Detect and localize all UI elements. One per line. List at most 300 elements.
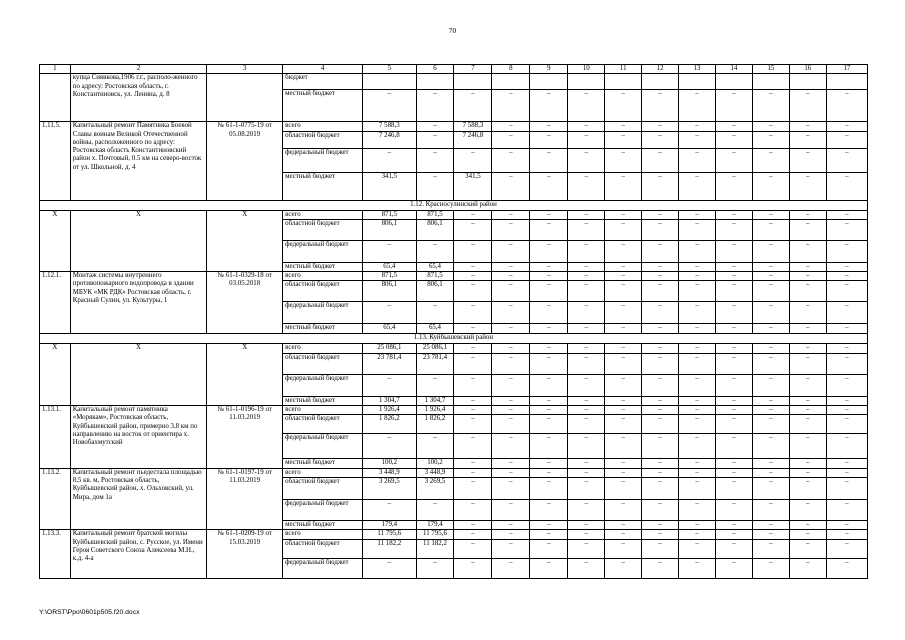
value-cell: – xyxy=(716,324,753,334)
value-cell: – xyxy=(642,353,679,374)
value-cell: 7 588,3 xyxy=(454,122,492,131)
value-cell: – xyxy=(716,344,753,353)
item-registration: № 61-1-0196-19 от 11.03.2019 xyxy=(207,406,283,469)
value-cell: – xyxy=(752,90,789,122)
value-cell: – xyxy=(454,281,492,302)
value-cell: – xyxy=(789,558,826,578)
value-cell: – xyxy=(363,434,416,459)
value-cell: – xyxy=(416,148,454,172)
value-cell: – xyxy=(789,90,826,122)
value-cell: – xyxy=(492,520,530,529)
x-mark: Х xyxy=(40,344,71,406)
value-cell: – xyxy=(363,240,416,262)
value-cell: – xyxy=(752,539,789,558)
table-row xyxy=(40,200,868,210)
value-cell: – xyxy=(530,302,568,324)
value-cell: – xyxy=(492,131,530,148)
value-cell: – xyxy=(789,210,826,219)
value-cell: – xyxy=(826,219,867,240)
value-cell: – xyxy=(492,558,530,578)
value-cell: – xyxy=(679,324,716,334)
value-cell: 7 588,3 xyxy=(363,122,416,131)
value-cell: – xyxy=(568,262,605,271)
value-cell: – xyxy=(363,558,416,578)
value-cell: – xyxy=(605,324,642,334)
value-cell: – xyxy=(530,434,568,459)
value-cell: – xyxy=(642,219,679,240)
value-cell: 1 304,7 xyxy=(363,396,416,405)
value-cell: – xyxy=(826,272,867,281)
value-cell: 7 246,8 xyxy=(454,131,492,148)
value-cell: – xyxy=(492,468,530,477)
value-cell: – xyxy=(454,530,492,539)
value-cell: – xyxy=(568,324,605,334)
value-cell: 23 781,4 xyxy=(363,353,416,374)
value-cell: – xyxy=(679,468,716,477)
budget-type-label: областной бюджет xyxy=(283,281,363,302)
budget-type-label: всего xyxy=(283,272,363,281)
value-cell: – xyxy=(826,90,867,122)
value-cell: – xyxy=(642,262,679,271)
value-cell: – xyxy=(530,131,568,148)
value-cell: 65,4 xyxy=(363,324,416,334)
column-header: 8 xyxy=(492,65,530,74)
value-cell: – xyxy=(716,210,753,219)
value-cell: 806,1 xyxy=(416,219,454,240)
value-cell: – xyxy=(752,468,789,477)
budget-type-label: федеральный бюджет xyxy=(283,302,363,324)
value-cell: – xyxy=(530,406,568,415)
value-cell: – xyxy=(789,344,826,353)
table-row xyxy=(40,122,868,131)
value-cell: – xyxy=(642,240,679,262)
value-cell: – xyxy=(826,281,867,302)
item-number: 1.13.1. xyxy=(40,406,71,469)
budget-type-label: всего xyxy=(283,468,363,477)
budget-type-label: местный бюджет xyxy=(283,324,363,334)
value-cell: – xyxy=(416,90,454,122)
column-header: 17 xyxy=(826,65,867,74)
value-cell: – xyxy=(568,558,605,578)
value-cell: – xyxy=(789,262,826,271)
x-mark: Х xyxy=(207,210,283,272)
value-cell: – xyxy=(789,520,826,529)
value-cell: – xyxy=(826,210,867,219)
value-cell: – xyxy=(568,148,605,172)
value-cell xyxy=(716,74,753,90)
value-cell xyxy=(568,74,605,90)
value-cell: – xyxy=(492,122,530,131)
value-cell: – xyxy=(752,281,789,302)
value-cell: – xyxy=(530,415,568,434)
value-cell: 11 182,2 xyxy=(416,539,454,558)
section-title: 1.12. Красносулинский район xyxy=(40,200,868,210)
value-cell xyxy=(679,74,716,90)
value-cell: – xyxy=(789,499,826,520)
value-cell: – xyxy=(826,520,867,529)
value-cell: – xyxy=(679,434,716,459)
value-cell: – xyxy=(716,558,753,578)
value-cell: – xyxy=(530,210,568,219)
value-cell: – xyxy=(530,148,568,172)
budget-type-label: местный бюджет xyxy=(283,262,363,271)
value-cell: – xyxy=(568,219,605,240)
value-cell: – xyxy=(454,396,492,405)
value-cell: – xyxy=(605,459,642,468)
value-cell: – xyxy=(642,210,679,219)
value-cell: – xyxy=(530,122,568,131)
value-cell: – xyxy=(752,240,789,262)
value-cell: – xyxy=(716,477,753,499)
value-cell: – xyxy=(716,499,753,520)
value-cell: – xyxy=(454,477,492,499)
column-header: 7 xyxy=(454,65,492,74)
value-cell: – xyxy=(642,131,679,148)
value-cell: – xyxy=(716,434,753,459)
value-cell: – xyxy=(492,281,530,302)
value-cell: – xyxy=(789,530,826,539)
value-cell: – xyxy=(530,520,568,529)
budget-type-label: всего xyxy=(283,530,363,539)
value-cell: 871,5 xyxy=(416,210,454,219)
value-cell: – xyxy=(454,468,492,477)
value-cell: – xyxy=(826,148,867,172)
value-cell: – xyxy=(492,530,530,539)
value-cell: – xyxy=(605,558,642,578)
value-cell: – xyxy=(789,302,826,324)
value-cell: – xyxy=(679,210,716,219)
value-cell: – xyxy=(789,240,826,262)
value-cell: – xyxy=(826,302,867,324)
value-cell: 3 448,9 xyxy=(416,468,454,477)
value-cell: – xyxy=(530,477,568,499)
value-cell: – xyxy=(716,148,753,172)
value-cell xyxy=(363,74,416,90)
value-cell: – xyxy=(679,262,716,271)
value-cell: – xyxy=(605,302,642,324)
item-name: Монтаж системы внутреннего противопожарного водопровода в здании МБУК «МК РДК» Ростовская область, г. Красный Сулин, ул. Культуры, 1 xyxy=(70,272,206,334)
value-cell: – xyxy=(752,406,789,415)
value-cell: – xyxy=(679,240,716,262)
value-cell: – xyxy=(454,558,492,578)
budget-type-label: местный бюджет xyxy=(283,396,363,405)
value-cell: – xyxy=(605,272,642,281)
value-cell xyxy=(492,74,530,90)
value-cell: – xyxy=(492,344,530,353)
value-cell: – xyxy=(679,539,716,558)
value-cell: – xyxy=(492,148,530,172)
value-cell: – xyxy=(605,520,642,529)
column-header: 11 xyxy=(605,65,642,74)
value-cell: – xyxy=(492,396,530,405)
value-cell: – xyxy=(492,172,530,200)
value-cell: 65,4 xyxy=(363,262,416,271)
value-cell: – xyxy=(752,172,789,200)
value-cell: – xyxy=(789,374,826,396)
value-cell: – xyxy=(492,374,530,396)
value-cell: 25 086,1 xyxy=(363,344,416,353)
value-cell: – xyxy=(530,344,568,353)
value-cell: – xyxy=(679,406,716,415)
value-cell: – xyxy=(826,131,867,148)
value-cell: – xyxy=(716,374,753,396)
value-cell: – xyxy=(492,477,530,499)
value-cell: – xyxy=(492,406,530,415)
item-registration: № 61-1-0775-19 от 05.08.2019 xyxy=(207,122,283,200)
value-cell: – xyxy=(716,272,753,281)
value-cell: – xyxy=(605,468,642,477)
value-cell: – xyxy=(679,219,716,240)
value-cell: 806,1 xyxy=(416,281,454,302)
value-cell: 11 795,6 xyxy=(363,530,416,539)
value-cell: – xyxy=(454,459,492,468)
value-cell: – xyxy=(642,302,679,324)
value-cell: – xyxy=(454,415,492,434)
value-cell: – xyxy=(716,281,753,302)
table-row xyxy=(40,468,868,477)
value-cell: – xyxy=(568,434,605,459)
value-cell: – xyxy=(789,353,826,374)
value-cell: – xyxy=(752,122,789,131)
column-header: 2 xyxy=(70,65,206,74)
value-cell: – xyxy=(605,344,642,353)
value-cell: – xyxy=(679,281,716,302)
budget-type-label: федеральный бюджет xyxy=(283,240,363,262)
value-cell: – xyxy=(752,459,789,468)
column-header: 1 xyxy=(40,65,71,74)
value-cell: – xyxy=(716,539,753,558)
value-cell: – xyxy=(679,477,716,499)
value-cell: – xyxy=(454,353,492,374)
value-cell: – xyxy=(716,131,753,148)
value-cell: – xyxy=(568,459,605,468)
value-cell: – xyxy=(568,240,605,262)
value-cell: – xyxy=(642,530,679,539)
item-number: 1.13.3. xyxy=(40,530,71,578)
value-cell: – xyxy=(605,396,642,405)
value-cell: – xyxy=(530,90,568,122)
value-cell: – xyxy=(492,90,530,122)
value-cell: – xyxy=(752,558,789,578)
table-row xyxy=(40,334,868,344)
value-cell: – xyxy=(642,122,679,131)
value-cell: – xyxy=(605,477,642,499)
value-cell: – xyxy=(605,131,642,148)
x-mark: Х xyxy=(70,344,206,406)
value-cell: – xyxy=(789,122,826,131)
value-cell xyxy=(605,74,642,90)
value-cell: – xyxy=(416,122,454,131)
table-row xyxy=(40,272,868,281)
value-cell: – xyxy=(568,272,605,281)
value-cell: – xyxy=(363,302,416,324)
value-cell: 25 086,1 xyxy=(416,344,454,353)
value-cell xyxy=(752,74,789,90)
value-cell: – xyxy=(826,122,867,131)
value-cell: – xyxy=(454,210,492,219)
value-cell: – xyxy=(789,281,826,302)
value-cell: – xyxy=(826,396,867,405)
value-cell: – xyxy=(530,530,568,539)
budget-type-label: областной бюджет xyxy=(283,131,363,148)
value-cell: – xyxy=(679,530,716,539)
value-cell: – xyxy=(642,344,679,353)
value-cell: 1 826,2 xyxy=(363,415,416,434)
budget-table xyxy=(39,64,868,579)
value-cell: – xyxy=(826,406,867,415)
value-cell: – xyxy=(454,520,492,529)
value-cell: – xyxy=(826,477,867,499)
value-cell: – xyxy=(642,172,679,200)
x-mark: Х xyxy=(207,344,283,406)
value-cell: – xyxy=(605,172,642,200)
value-cell: – xyxy=(642,520,679,529)
value-cell: – xyxy=(568,530,605,539)
value-cell: – xyxy=(605,262,642,271)
value-cell: – xyxy=(530,558,568,578)
value-cell: – xyxy=(642,415,679,434)
value-cell: – xyxy=(568,396,605,405)
value-cell: – xyxy=(716,415,753,434)
value-cell: – xyxy=(642,281,679,302)
table-body xyxy=(40,65,868,579)
value-cell: – xyxy=(642,324,679,334)
value-cell: – xyxy=(716,122,753,131)
item-number: 1.11.5. xyxy=(40,122,71,200)
value-cell: – xyxy=(530,459,568,468)
value-cell: – xyxy=(716,353,753,374)
value-cell: – xyxy=(679,272,716,281)
value-cell: – xyxy=(642,539,679,558)
value-cell: – xyxy=(826,353,867,374)
value-cell: – xyxy=(752,353,789,374)
value-cell: – xyxy=(530,172,568,200)
value-cell: – xyxy=(789,434,826,459)
value-cell: – xyxy=(642,477,679,499)
value-cell: – xyxy=(679,374,716,396)
value-cell: – xyxy=(568,520,605,529)
value-cell: – xyxy=(454,262,492,271)
value-cell: – xyxy=(492,262,530,271)
item-registration: № 61-1-0209-19 от 15.03.2019 xyxy=(207,530,283,578)
value-cell: – xyxy=(605,240,642,262)
value-cell xyxy=(416,74,454,90)
value-cell: 7 246,8 xyxy=(363,131,416,148)
value-cell: – xyxy=(642,468,679,477)
value-cell: – xyxy=(789,468,826,477)
value-cell: – xyxy=(605,539,642,558)
value-cell: – xyxy=(363,90,416,122)
value-cell: – xyxy=(752,434,789,459)
value-cell: – xyxy=(716,240,753,262)
value-cell: – xyxy=(642,374,679,396)
value-cell: – xyxy=(789,415,826,434)
budget-type-label: местный бюджет xyxy=(283,459,363,468)
value-cell: – xyxy=(530,240,568,262)
value-cell: – xyxy=(752,302,789,324)
value-cell: – xyxy=(789,219,826,240)
column-header: 15 xyxy=(752,65,789,74)
value-cell: – xyxy=(416,374,454,396)
value-cell: 11 182,2 xyxy=(363,539,416,558)
value-cell: – xyxy=(752,262,789,271)
value-cell: – xyxy=(789,172,826,200)
value-cell: – xyxy=(716,406,753,415)
value-cell: 1 304,7 xyxy=(416,396,454,405)
value-cell: 23 781,4 xyxy=(416,353,454,374)
table-row xyxy=(40,530,868,539)
value-cell: – xyxy=(789,324,826,334)
budget-type-label: федеральный бюджет xyxy=(283,558,363,578)
value-cell: 806,1 xyxy=(363,219,416,240)
value-cell: – xyxy=(789,406,826,415)
value-cell: – xyxy=(679,90,716,122)
value-cell: – xyxy=(642,90,679,122)
value-cell: – xyxy=(492,210,530,219)
value-cell: – xyxy=(568,344,605,353)
value-cell: – xyxy=(568,468,605,477)
value-cell: – xyxy=(605,122,642,131)
value-cell: – xyxy=(492,415,530,434)
value-cell: – xyxy=(826,240,867,262)
value-cell: – xyxy=(568,172,605,200)
column-header: 16 xyxy=(789,65,826,74)
value-cell: 341,5 xyxy=(454,172,492,200)
value-cell: – xyxy=(789,459,826,468)
value-cell: – xyxy=(752,374,789,396)
item-name: Капитальный ремонт памятника «Морякам», Ростовская область, Куйбышевский район, примерно 3,8 км по направлению на восток от ориентира х. Новобахмутский xyxy=(70,406,206,469)
value-cell: – xyxy=(568,302,605,324)
value-cell: – xyxy=(454,406,492,415)
budget-type-label: всего xyxy=(283,210,363,219)
value-cell: – xyxy=(716,530,753,539)
value-cell: 3 269,5 xyxy=(416,477,454,499)
value-cell: – xyxy=(530,499,568,520)
value-cell: – xyxy=(752,210,789,219)
value-cell: – xyxy=(642,499,679,520)
value-cell: – xyxy=(454,539,492,558)
budget-type-label: областной бюджет xyxy=(283,353,363,374)
value-cell: – xyxy=(605,434,642,459)
value-cell: – xyxy=(605,148,642,172)
value-cell: – xyxy=(568,281,605,302)
column-header: 13 xyxy=(679,65,716,74)
value-cell: – xyxy=(716,520,753,529)
value-cell: – xyxy=(679,302,716,324)
budget-type-label: бюджет xyxy=(283,74,363,90)
value-cell: – xyxy=(716,219,753,240)
value-cell: – xyxy=(568,477,605,499)
value-cell: – xyxy=(716,396,753,405)
value-cell: 11 795,6 xyxy=(416,530,454,539)
value-cell: – xyxy=(530,219,568,240)
value-cell xyxy=(642,74,679,90)
value-cell: 3 448,9 xyxy=(363,468,416,477)
column-header: 10 xyxy=(568,65,605,74)
value-cell: – xyxy=(454,148,492,172)
budget-type-label: федеральный бюджет xyxy=(283,148,363,172)
value-cell: 179,4 xyxy=(363,520,416,529)
value-cell: 65,4 xyxy=(416,262,454,271)
value-cell xyxy=(530,74,568,90)
item-number xyxy=(40,74,71,122)
value-cell: – xyxy=(605,499,642,520)
value-cell: – xyxy=(752,272,789,281)
value-cell: 100,2 xyxy=(416,459,454,468)
value-cell: – xyxy=(605,406,642,415)
budget-type-label: федеральный бюджет xyxy=(283,374,363,396)
value-cell: – xyxy=(492,219,530,240)
